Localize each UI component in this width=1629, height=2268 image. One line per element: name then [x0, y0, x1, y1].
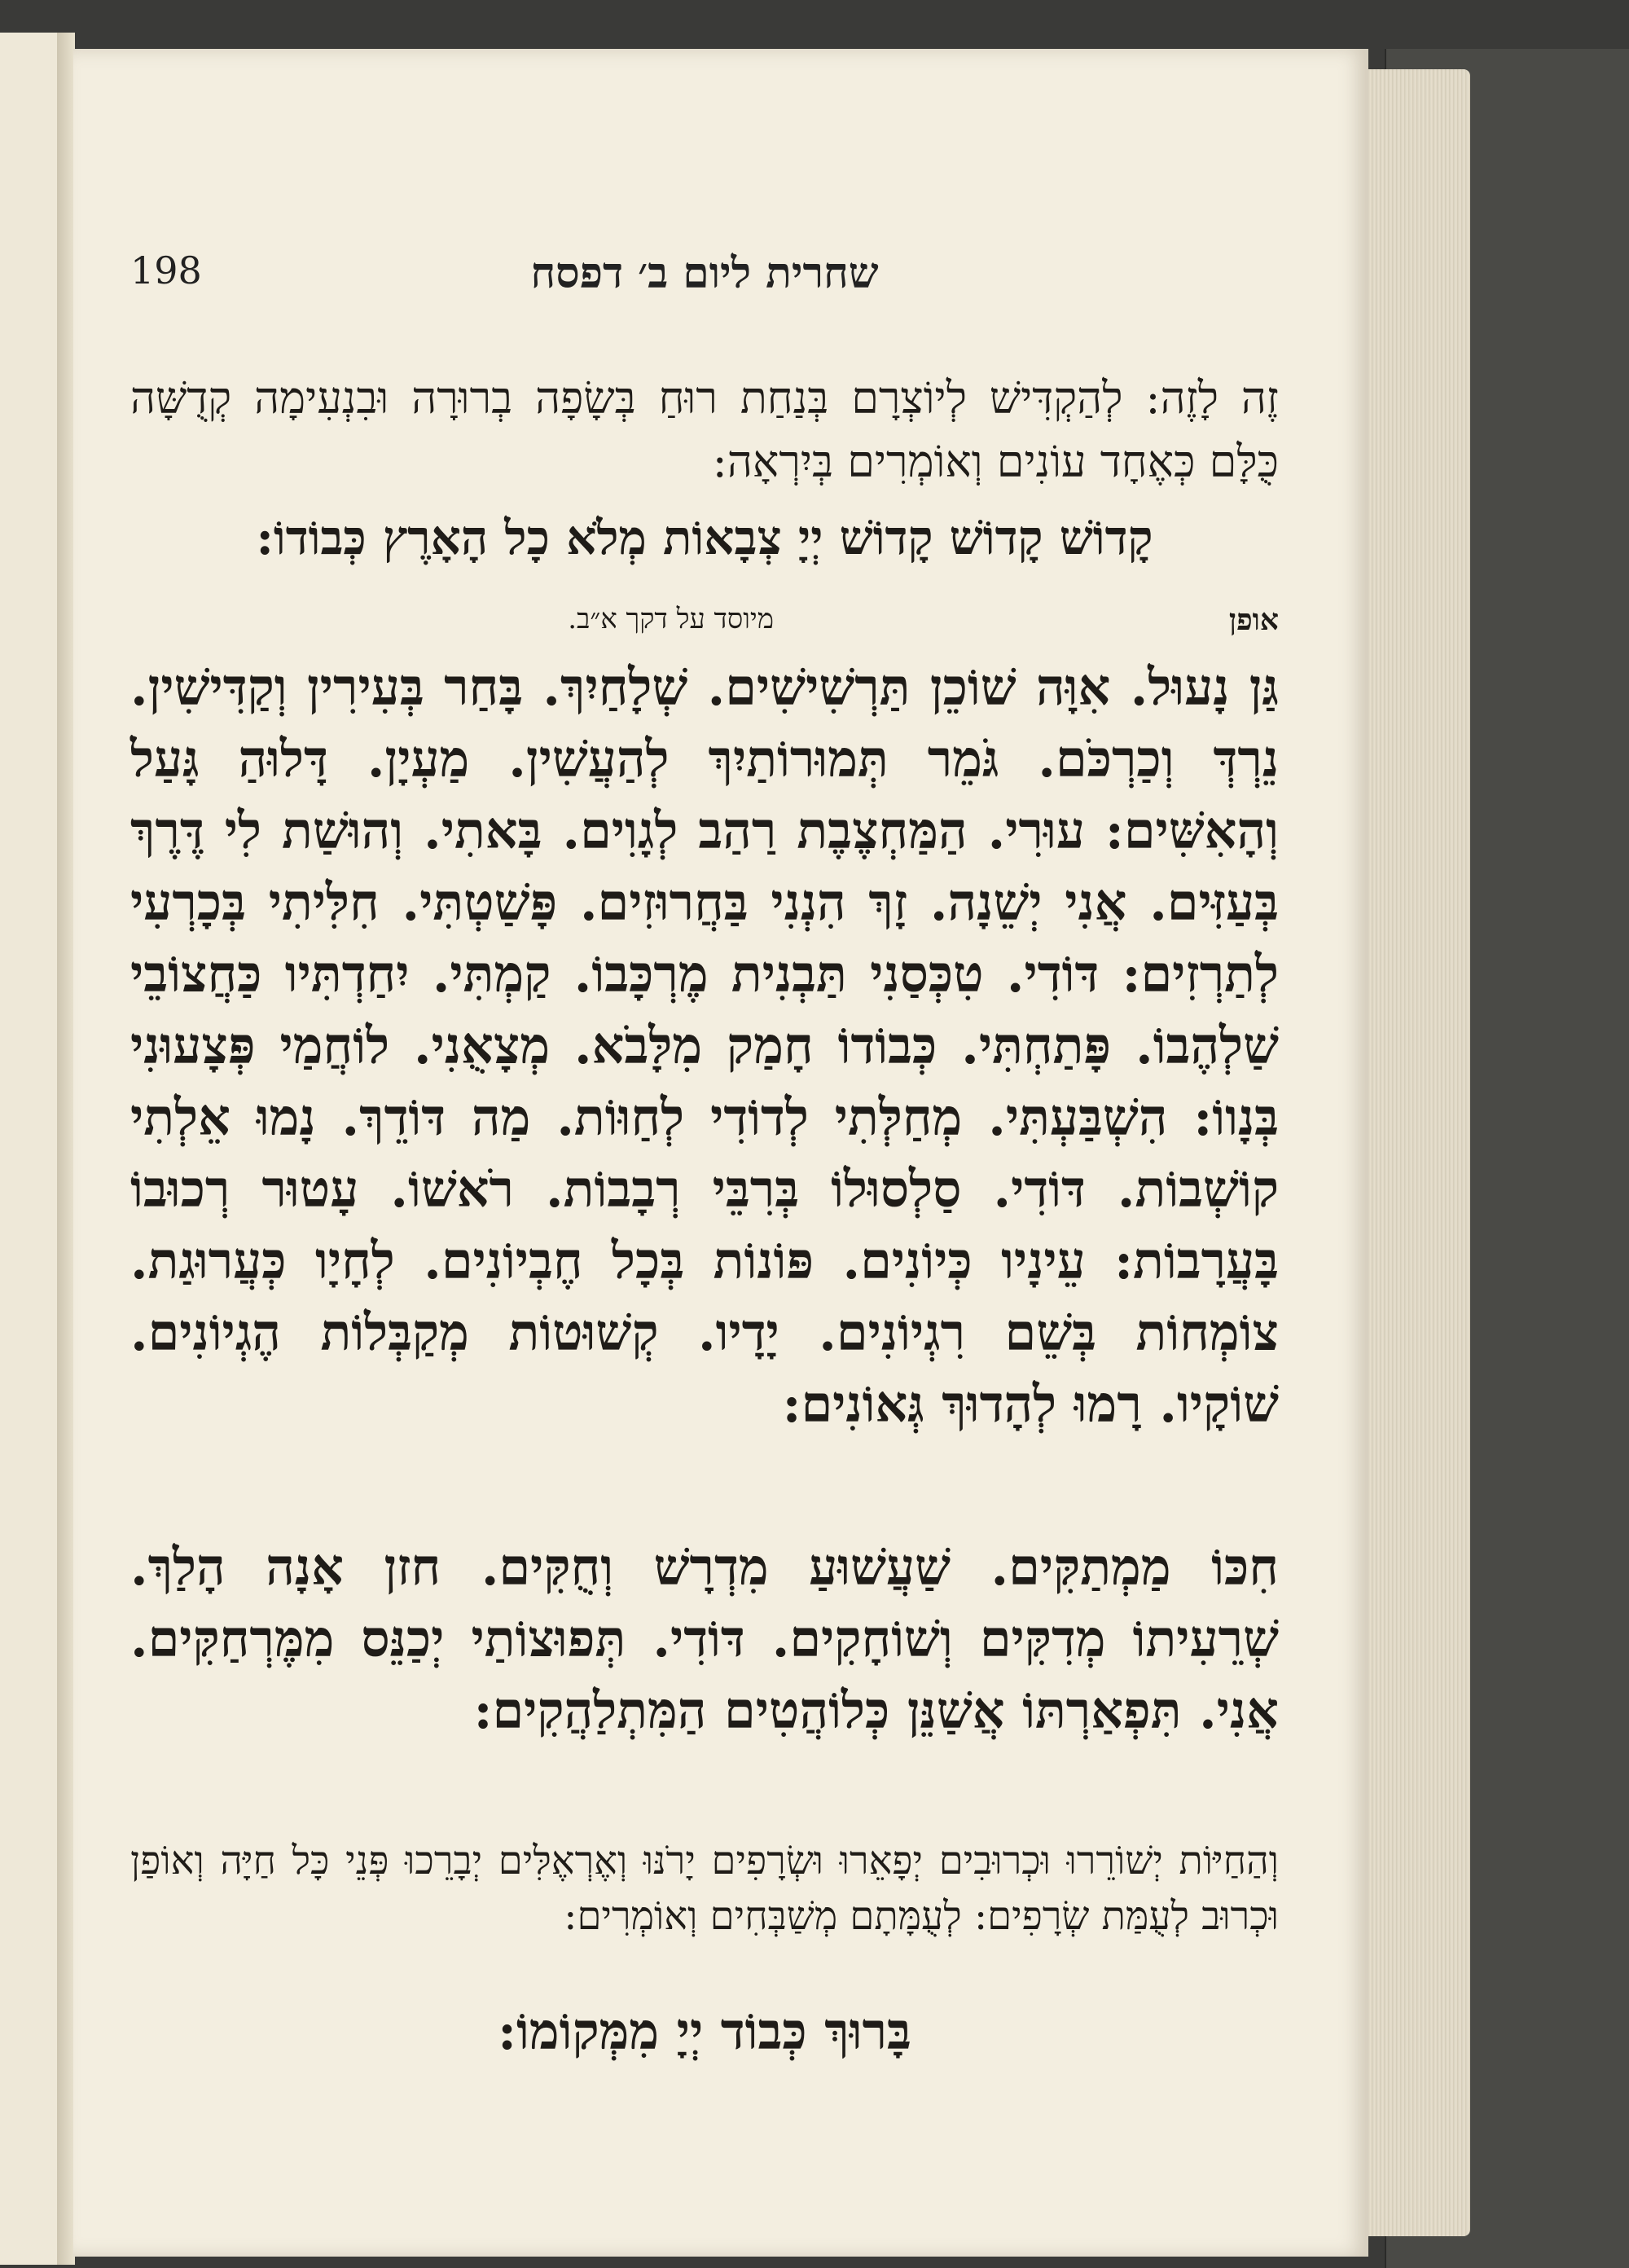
page-number: 198	[130, 248, 202, 292]
ofan-heading	[130, 603, 1279, 644]
opening-paragraph: זֶה לָזֶה: לְהַקְדִּישׁ לְיוֹצְרָם בְּנַחַת רוּחַ בְּשָׂפָה בְרוּרָה וּבִנְעִימָה קְדֻשָּׁה כֻּלָּם כְּאֶחָד עוֹנִים וְאוֹמְרִים בְּיִרְאָה:	[130, 372, 1279, 487]
page-header	[130, 248, 1279, 305]
ofan-poem-part-1: גַּן נָעוּל. אִוָּה שׁוֹכֵן תַּרְשִׁישִׁים. שְׁלָחַיִךְ. בָּחַר בְּעִירִין וְקַדִּישִׁין. נֵרְדְּ וְכַרְכֹּם. גֹּמֵר תְּמוּרוֹתַיִךְ לְהַעֲשִׁין. מַעְיָן. דָּלוּהַ גָּעַל וְהָאִשִּׁים: עוּרִי. הַמַּחְצֶבֶת רַהַב לְגָוִים. בָּאתִי. וְהוּשַׁת לִי דֶּרֶךְ בְּעַזִּים. אֲנִי יְשֵׁנָה. זָךְ הִנְנִי בַּחֲרוּזִים. פָּשַׁטְתִּי. חִלִּיתִי בְּכָרְעִי לְתַרְזִים: דּוֹדִי. טִכְּסַנִי תַּבְנִית מֶרְכָּבוֹ. קַמְתִּי. יִחַדְתִּיו כַּחֲצוֹבֵי שַׁלְהֶבוֹ. פָּתַחְתִּי. כְּבוֹדוֹ חָמַק מִלָּבֹא. מְצָאֻנִי. לוֹחֲמַי פְּצָעוּנִי בְּנָווֹ: הִשְׁבַּעְתִּי. מְחַלְּתִי לְדוֹדִי לְחַוּוֹת. מַה דּוֹדֵךְ. נָמוּ אֵלְתִי קוֹשְׁבוֹת. דּוֹדִי. סַלְסוּלוֹ בְּרִבֵּי רְבָבוֹת. רֹאשׁוֹ. עָטוּר רְכוּבוֹ בָּעֲרָבוֹת: עֵינָיו כְּיוֹנִים. פּוֹנוֹת בְּכָל חֶבְיוֹנִים. לְחָיָו כְּעֲרוּגַת. צוֹמְחוֹת בְּשֵׁם רִגְיוֹנִים. יָדָיו. קְשׁוּטוֹת מְקַבְּלוֹת הֶגְיוֹנִים. שׁוֹקָיו. רָמוּ לְהָדוּךְ גְּאוֹנִים:	[130, 657, 1279, 1434]
running-title: שחרית ליום ב׳ דפסח	[530, 248, 879, 298]
chayot-paragraph: וְהַחַיּוֹת יְשׁוֹרֵרוּ וּכְרוּבִים יְפָאֵרוּ וּשְׂרָפִים יָרֹנּוּ וְאֶרְאֶלִּים יְבָרֵכוּ פְּנֵי כָּל חַיָּה וְאוֹפַן וּכְרוּב לְעֻמַּת שְׂרָפִים: לְעֻמָּתָם מְשַׁבְּחִים וְאוֹמְרִים:	[130, 1838, 1279, 1939]
previous-page-edge	[0, 33, 59, 2265]
kedusha-verse: קָדוֹשׁ קָדוֹשׁ קָדוֹשׁ יְיָ צְבָאוֹת מְלֹא כָל הָאָרֶץ כְּבוֹדוֹ:	[256, 510, 1153, 565]
ofan-poem-part-2: חִכּוֹ מַמְתַקִּים. שַׁעֲשׁוּעַ מִדְרָשׁ וְחֻקִּים. חזן אָנָה הָלַךְ. שְׁרֵעִיתוֹ מְדִקִּים וְשׁוֹחָקִים. דּוֹדִי. תְּפוּצוֹתַי יְכַנֵּס מִמֶּרְחַקִּים. אֲנִי. תִּפְאַרְתּוֹ אֲשַׁנֵּן כְּלוֹהֲטִים הַמִּתְלַהֲקִים:	[130, 1537, 1279, 1740]
ofan-label: אופן	[1228, 603, 1279, 637]
book-gutter	[57, 33, 75, 2265]
baruch-verse: בָּרוּךְ כְּבוֹד יְיָ מִמְּקוֹמוֹ:	[498, 2002, 911, 2061]
book-page	[73, 49, 1368, 2257]
ofan-note: מיוסד על דקך א״ב.	[568, 603, 774, 635]
